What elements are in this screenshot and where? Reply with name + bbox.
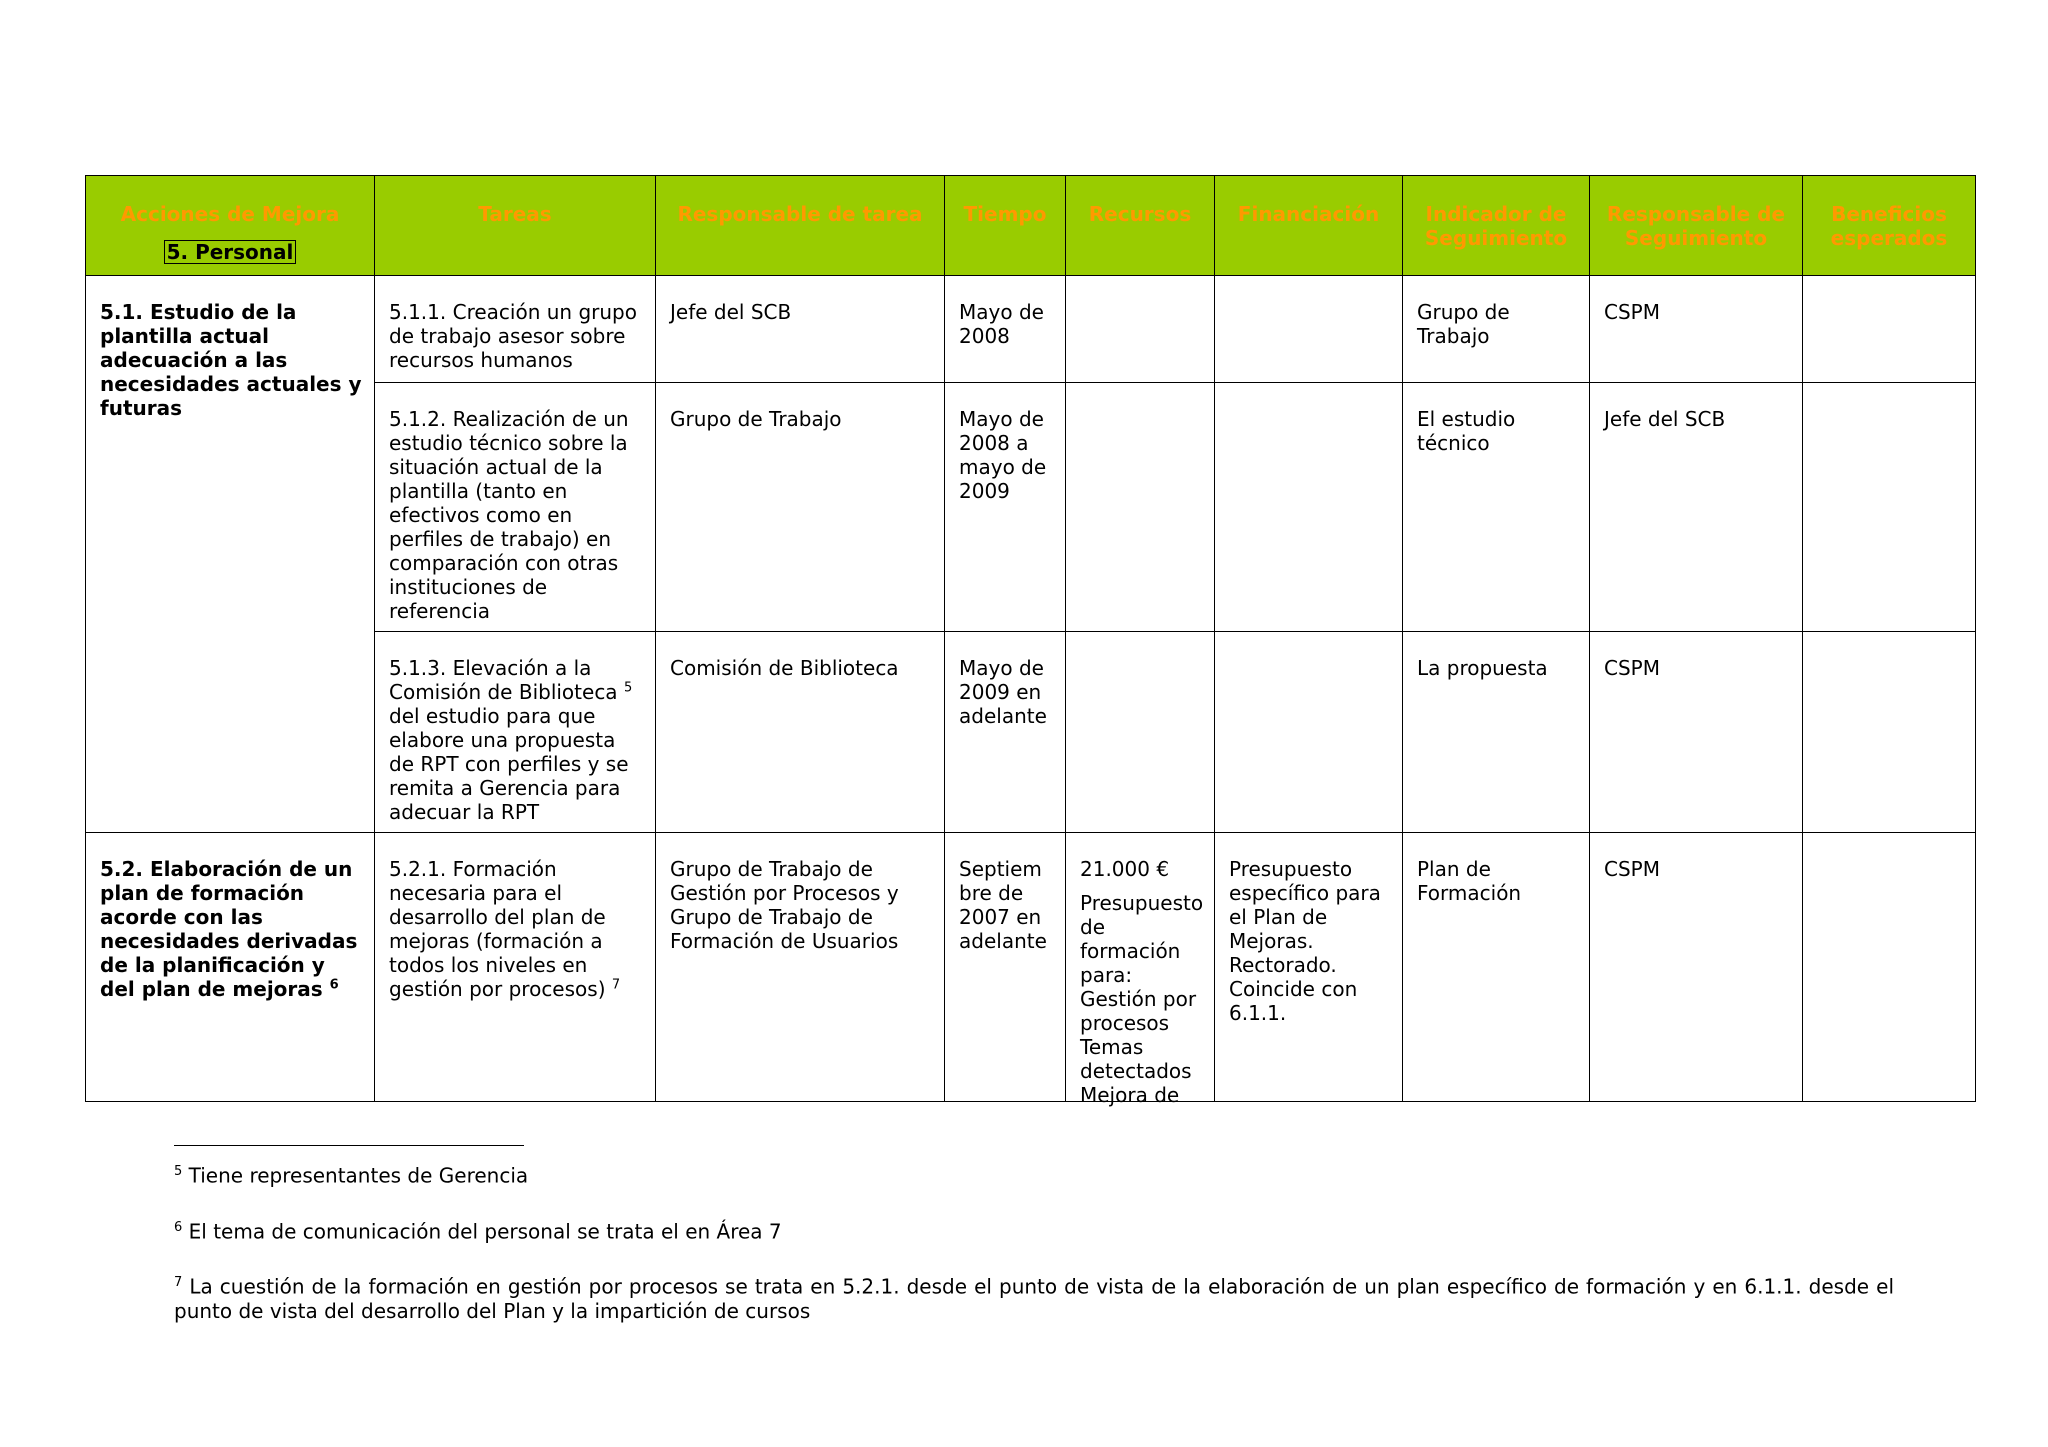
recursos-cell: [1066, 383, 1215, 632]
recursos-amount: 21.000 €: [1080, 857, 1170, 881]
footnote-number: 5: [174, 1164, 183, 1179]
footnote-item: [174, 1160, 1894, 1188]
recursos-cell: [1066, 276, 1215, 383]
footnote-number: 7: [174, 1275, 183, 1291]
task-cell: 5.1.1. Creación un grupo de trabajo asesor sobre recursos humanos: [375, 276, 656, 383]
beneficios-cell: [1803, 632, 1976, 833]
header-tiempo: Tiempo: [945, 176, 1066, 276]
task-text: 5.2.1. Formación necesaria para el desarrollo del plan de mejoras (formación a todos los niveles en gestión por procesos): [389, 857, 606, 1001]
action-cell: 5.1. Estudio de la plantilla actual adecuación a las necesidades actuales y futuras: [86, 276, 375, 833]
header-financiacion: Financiación: [1215, 176, 1403, 276]
resp-seguimiento-cell: CSPM: [1590, 632, 1803, 833]
section-label: 5. Personal: [164, 240, 297, 264]
resp-seguimiento-cell: Jefe del SCB: [1590, 383, 1803, 632]
responsable-cell: Jefe del SCB: [656, 276, 945, 383]
improvement-plan-table: [85, 175, 1976, 1107]
indicador-cell: La propuesta: [1403, 632, 1590, 833]
financiacion-cell: [1215, 383, 1403, 632]
responsable-cell: Comisión de Biblioteca: [656, 632, 945, 833]
action-text: 5.2. Elaboración de un plan de formación acorde con las necesidades derivadas de la planificación y del plan de mejoras: [100, 857, 358, 1001]
header-responsable-tarea: Responsable de tarea: [656, 176, 945, 276]
resp-seguimiento-cell: CSPM: [1590, 833, 1803, 1102]
indicador-cell: El estudio técnico: [1403, 383, 1590, 632]
header-acciones: [86, 176, 375, 276]
footnote-ref[interactable]: 5: [623, 680, 633, 696]
footnotes: [174, 1160, 1894, 1351]
recursos-cell: [1066, 632, 1215, 833]
tiempo-cell: Mayo de 2009 en adelante: [945, 632, 1066, 833]
footnote-item: [174, 1271, 1894, 1323]
footnote-item: [174, 1216, 1894, 1244]
header-acciones-label: Acciones de Mejora: [120, 202, 340, 226]
tiempo-cell: Septiem bre de 2007 en adelante: [945, 833, 1066, 1102]
recursos-text: Presupuesto de formación para: Gestión por procesos Temas detectados Mejora de: [1080, 891, 1204, 1107]
resp-seguimiento-cell: CSPM: [1590, 276, 1803, 383]
header-responsable-seguimiento: Responsable de Seguimiento: [1590, 176, 1803, 276]
table-row: [86, 833, 1976, 1102]
task-text: 5.1.3. Elevación a la Comisión de Biblioteca: [389, 656, 618, 704]
tiempo-cell: Mayo de 2008: [945, 276, 1066, 383]
footnote-ref[interactable]: 7: [611, 977, 621, 993]
task-cell: 5.1.2. Realización de un estudio técnico sobre la situación actual de la plantilla (tanto en efectivos como en perfiles de trabajo) en comparación con otras instituciones de referencia: [375, 383, 656, 632]
responsable-cell: Grupo de Trabajo de Gestión por Procesos y Grupo de Trabajo de Formación de Usuarios: [656, 833, 945, 1102]
responsable-cell: Grupo de Trabajo: [656, 383, 945, 632]
beneficios-cell: [1803, 833, 1976, 1102]
footnote-ref[interactable]: 6: [329, 977, 339, 993]
footnote-text: Tiene representantes de Gerencia: [188, 1163, 529, 1188]
beneficios-cell: [1803, 276, 1976, 383]
footnote-separator: [174, 1145, 524, 1146]
header-recursos: Recursos: [1066, 176, 1215, 276]
footnote-number: 6: [174, 1219, 183, 1235]
indicador-cell: Grupo de Trabajo: [1403, 276, 1590, 383]
financiacion-cell: Presupuesto específico para el Plan de Mejoras. Rectorado. Coincide con 6.1.1.: [1215, 833, 1403, 1102]
task-cell: [375, 632, 656, 833]
header-indicador: Indicador de Seguimiento: [1403, 176, 1590, 276]
financiacion-cell: [1215, 276, 1403, 383]
action-cell: [86, 833, 375, 1102]
recursos-cell: [1066, 833, 1215, 1107]
footnote-text: La cuestión de la formación en gestión por procesos se trata en 5.2.1. desde el punto de vista de la elaboración de un plan específico de formación y en 6.1.1. desde el punto de vista del desarrollo del Plan y la impartición de cursos: [174, 1274, 1895, 1323]
header-tareas: Tareas: [375, 176, 656, 276]
task-cell: [375, 833, 656, 1102]
table-row: [86, 276, 1976, 383]
financiacion-cell: [1215, 632, 1403, 833]
footnote-text: El tema de comunicación del personal se trata el en Área 7: [188, 1219, 782, 1244]
indicador-cell: Plan de Formación: [1403, 833, 1590, 1102]
header-beneficios: Beneficios esperados: [1803, 176, 1976, 276]
beneficios-cell: [1803, 383, 1976, 632]
tiempo-cell: Mayo de 2008 a mayo de 2009: [945, 383, 1066, 632]
table-header-row: [86, 176, 1976, 276]
task-text-cont: del estudio para que elabore una propuesta de RPT con perfiles y se remita a Gerencia para adecuar la RPT: [389, 704, 629, 824]
